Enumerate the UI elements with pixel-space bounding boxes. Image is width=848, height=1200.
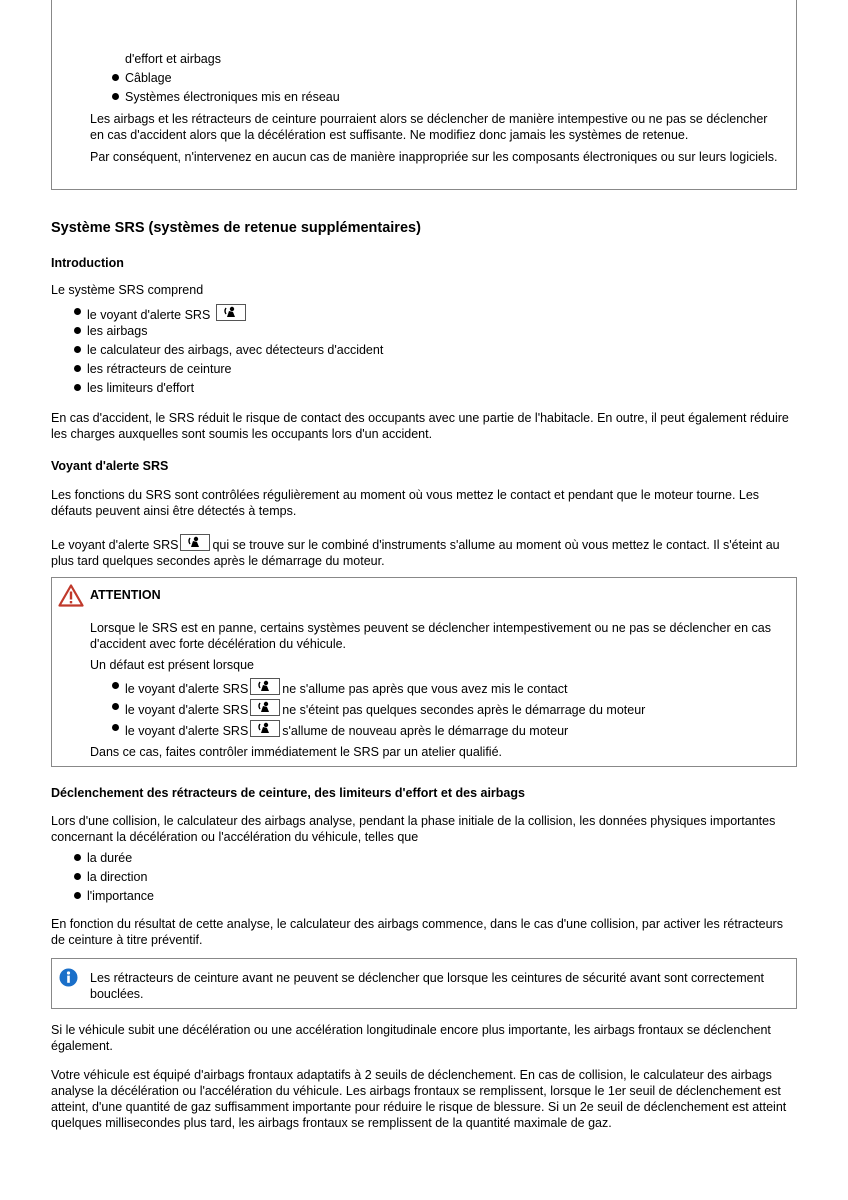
attention-closing: Dans ce cas, faites contrôler immédiatement le SRS par un atelier qualifié. (90, 745, 502, 759)
deployment-list (74, 850, 154, 907)
final-paragraph: Si le véhicule subit une décélération ou une accélération longitudinale encore plus importante, les airbags frontaux se déclenchent également. (51, 1023, 771, 1053)
text-fragment: le voyant d'alerte SRS (125, 682, 249, 696)
airbag-warning-icon (250, 678, 280, 695)
airbag-warning-icon (250, 699, 280, 716)
deployment-paragraph-2: En fonction du résultat de cette analyse, le calculateur des airbags commence, dans le cas d'une collision, par activer les rétracteurs de ceinture à titre préventif. (51, 917, 783, 947)
info-text: Les rétracteurs de ceinture avant ne peuvent se déclencher que lorsque les ceintures de sécurité avant sont correctement bouclées. (90, 971, 764, 1001)
attention-lead: Un défaut est présent lorsque (90, 658, 254, 672)
text-fragment: le voyant d'alerte SRS (125, 724, 249, 738)
warning-triangle-icon (58, 584, 84, 610)
text-fragment: ne s'allume pas après que vous avez mis le contact (282, 682, 568, 696)
info-icon (59, 968, 78, 990)
intro-lead: Le système SRS comprend (51, 283, 204, 297)
intro-paragraph: En cas d'accident, le SRS réduit le risque de contact des occupants avec une partie de l'habitacle. En outre, il peut également réduire les charges auxquelles sont soumis les occupants lors d'un accident. (51, 411, 789, 441)
notice-paragraph: Les airbags et les rétracteurs de ceinture pourraient alors se déclencher de manière intempestive ou ne pas se déclencher en cas d'accident alors que la décélération est suffisante. Ne modifiez donc jamais les systèmes de retenue. (90, 112, 768, 142)
list-item: la direction (74, 869, 154, 888)
text-fragment: ne s'éteint pas quelques secondes après le démarrage du moteur (282, 703, 646, 717)
attention-paragraph: Lorsque le SRS est en panne, certains systèmes peuvent se déclencher intempestivement ou ne pas se déclencher en cas d'accident avec forte décélération du véhicule. (90, 621, 771, 651)
warning-light-heading: Voyant d'alerte SRS (51, 459, 169, 473)
list-item: Systèmes électroniques mis en réseau (112, 89, 784, 108)
info-box (51, 958, 797, 1009)
warning-light-paragraph-2 (51, 534, 791, 569)
list-item (112, 699, 645, 720)
deployment-paragraph: Lors d'une collision, le calculateur des airbags analyse, pendant la phase initiale de la collision, les données physiques importantes concernant la décélération ou l'accélération du véhicule, telles que (51, 814, 776, 844)
airbag-warning-icon (216, 304, 246, 321)
list-item: le calculateur des airbags, avec détecteurs d'accident (74, 342, 383, 361)
notice-box-continued (51, 0, 797, 190)
attention-title: ATTENTION (90, 588, 161, 602)
airbag-warning-icon (180, 534, 210, 551)
list-item: l'importance (74, 888, 154, 907)
text-fragment: qui se trouve sur le combiné d'instruments s'allume au moment où vous mettez le contact. Il s'éteint au plus tard quelques secondes après le démarrage du moteur. (51, 538, 780, 568)
text-fragment: s'allume de nouveau après le démarrage du moteur (282, 724, 569, 738)
list-item: Câblage (112, 70, 784, 89)
intro-heading: Introduction (51, 256, 124, 270)
list-item (112, 720, 645, 741)
text-fragment: le voyant d'alerte SRS (125, 703, 249, 717)
attention-list (112, 678, 645, 741)
section-title: Système SRS (systèmes de retenue supplémentaires) (51, 220, 421, 236)
list-item: les limiteurs d'effort (74, 380, 383, 399)
list-item-text: le voyant d'alerte SRS (87, 308, 211, 322)
notice-paragraph: Par conséquent, n'intervenez en aucun cas de manière inappropriée sur les composants électroniques ou sur leurs logiciels. (90, 150, 778, 164)
list-item: les rétracteurs de ceinture (74, 361, 383, 380)
final-paragraph-2: Votre véhicule est équipé d'airbags frontaux adaptatifs à 2 seuils de déclenchement. En cas de collision, le calculateur des airbags analyse la décélération ou l'accélération du véhicule. Les airbags frontaux se remplissent, lorsque le 1er seuil de déclenchement est atteint, d'une quantité de gaz suffisamment importante pour réduire le risque de blessure. Si un 2e seuil de déclenchement est atteint quelques millisecondes plus tard, les airbags frontaux se remplissent de la quantité maximale de gaz. (51, 1068, 787, 1130)
text-fragment: Le voyant d'alerte SRS (51, 538, 179, 552)
notice-fragment: d'effort et airbags (125, 52, 221, 66)
warning-light-paragraph: Les fonctions du SRS sont contrôlées régulièrement au moment où vous mettez le contact et pendant que le moteur tourne. Les défauts peuvent ainsi être détectés à temps. (51, 488, 760, 518)
deployment-heading: Déclenchement des rétracteurs de ceinture, des limiteurs d'effort et des airbags (51, 786, 525, 800)
intro-list (74, 304, 383, 399)
notice-list (112, 70, 784, 108)
list-item: la durée (74, 850, 154, 869)
list-item (74, 304, 383, 323)
list-item: les airbags (74, 323, 383, 342)
airbag-warning-icon (250, 720, 280, 737)
attention-box (51, 577, 797, 767)
list-item (112, 678, 645, 699)
